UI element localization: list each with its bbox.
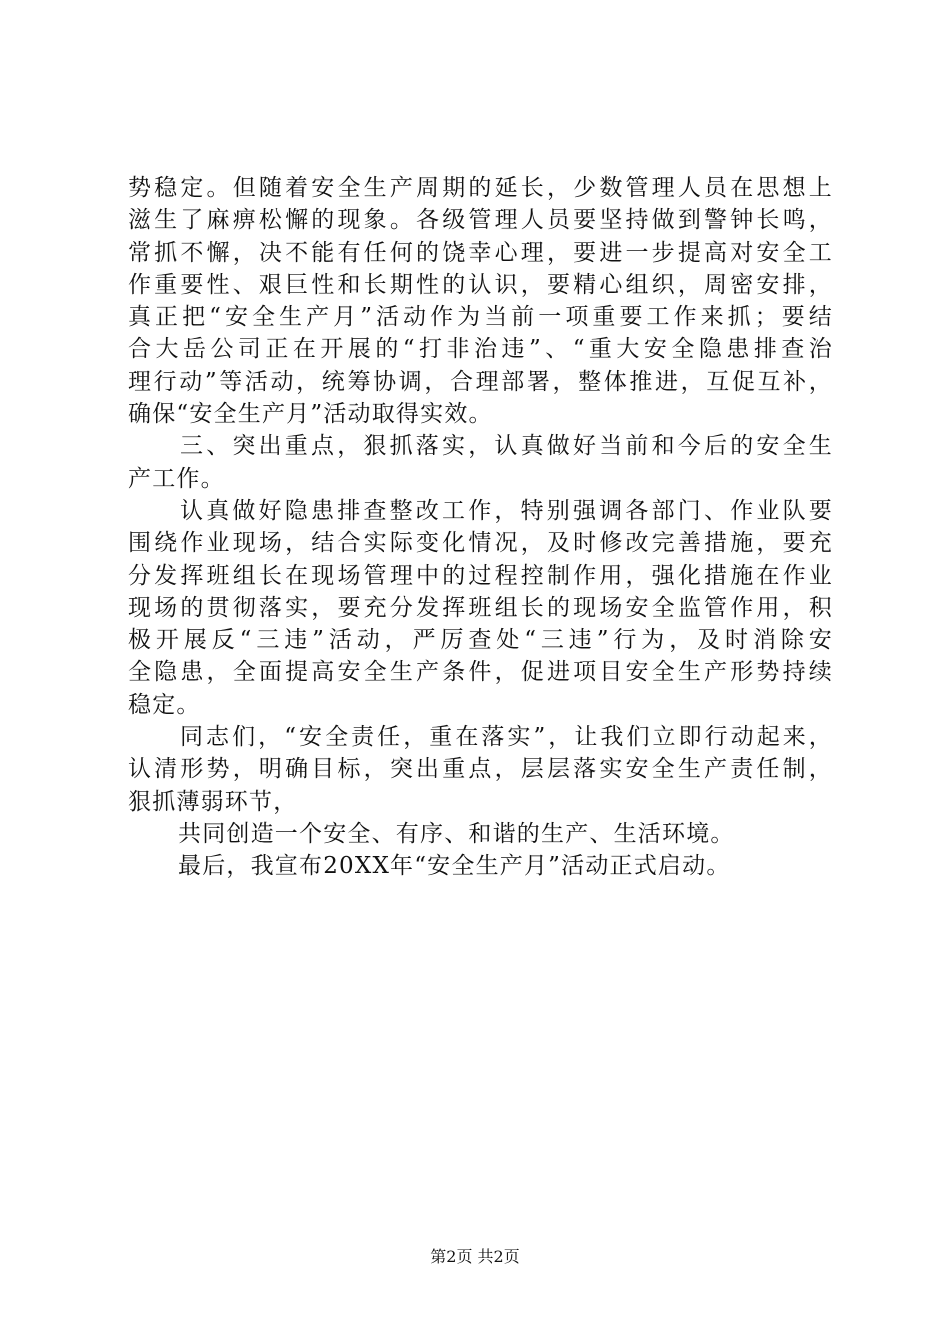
text-line: 认清形势，明确目标，突出重点，层层落实安全生产责任制， — [128, 756, 833, 783]
closing-line: 最后，我宣布20XX年“安全生产月”活动正式启动。 — [178, 853, 731, 880]
page-footer: 第2页 共2页 — [430, 1247, 520, 1266]
text-line: 狠抓薄弱环节， — [128, 788, 298, 815]
text-line: 现场的贯彻落实，要充分发挥班组长的现场安全监管作用，积 — [128, 594, 833, 621]
text-line: 同志们，“安全责任，重在落实”，让我们立即行动起来， — [180, 724, 833, 751]
text-line: 势稳定。但随着安全生产周期的延长，少数管理人员在思想上 — [128, 175, 833, 201]
section-heading-line: 三、突出重点，狠抓落实，认真做好当前和今后的安全生 — [180, 433, 833, 460]
text-line: 分发挥班组长在现场管理中的过程控制作用，强化措施在作业 — [128, 562, 833, 589]
text-line: 合大岳公司正在开展的“打非治违”、“重大安全隐患排查治 — [128, 336, 833, 363]
text-line: 全隐患，全面提高安全生产条件，促进项目安全生产形势持续 — [128, 659, 833, 686]
text-line: 真正把“安全生产月”活动作为当前一项重要工作来抓；要结 — [128, 304, 833, 331]
text-line: 稳定。 — [128, 691, 201, 718]
section-heading-line: 产工作。 — [128, 465, 225, 492]
document-body — [128, 172, 833, 883]
text-line: 认真做好隐患排查整改工作，特别强调各部门、作业队要 — [180, 497, 833, 524]
text-line: 确保“安全生产月”活动取得实效。 — [128, 401, 493, 428]
text-line: 常抓不懈，决不能有任何的饶幸心理，要进一步提高对安全工 — [128, 239, 833, 266]
text-line: 作重要性、艰巨性和长期性的认识，要精心组织，周密安排， — [128, 271, 833, 298]
text-line: 围绕作业现场，结合实际变化情况，及时修改完善措施，要充 — [128, 530, 833, 557]
text-line: 共同创造一个安全、有序、和谐的生产、生活环境。 — [178, 820, 735, 847]
text-line: 滋生了麻痹松懈的现象。各级管理人员要坚持做到警钟长鸣， — [128, 207, 833, 234]
text-line: 理行动”等活动，统筹协调，合理部署，整体推进，互促互补， — [128, 368, 833, 395]
text-line: 极开展反“三违”活动，严厉查处“三违”行为，及时消除安 — [128, 627, 833, 654]
